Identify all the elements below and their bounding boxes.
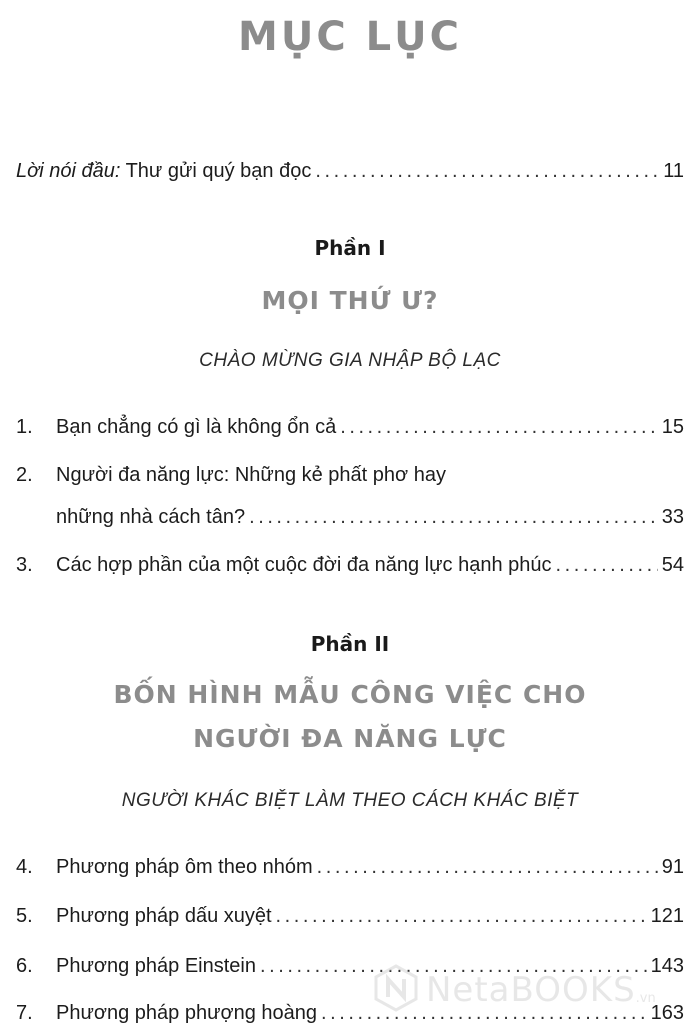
toc-entry-chapter-2[interactable] — [16, 462, 684, 488]
page-number: 15 — [661, 416, 684, 438]
part-2-label: Phần II — [310, 632, 390, 656]
toc-entry-foreword[interactable] — [16, 158, 684, 184]
dot-leader — [340, 414, 658, 440]
chapter-title: Phương pháp dấu xuyệt — [56, 905, 272, 927]
toc-entry-chapter-6[interactable] — [16, 953, 684, 979]
page-number: 121 — [650, 905, 684, 927]
foreword-label: Lời nói đầu: — [16, 160, 121, 182]
part-1-title: MỌI THỨ Ư? — [261, 286, 439, 315]
chapter-number: 1. — [16, 416, 33, 438]
foreword-title: Thư gửi quý bạn đọc — [120, 160, 312, 182]
part-2-subtitle: NGƯỜI KHÁC BIỆT LÀM THEO CÁCH KHÁC BIỆT — [121, 790, 579, 811]
part-1-label: Phần I — [314, 236, 386, 260]
part-2-title-line-1: BỐN HÌNH MẪU CÔNG VIỆC CHO — [113, 680, 587, 709]
chapter-title-line-1: Người đa năng lực: Những kẻ phất phơ hay — [56, 464, 446, 486]
chapter-number: 4. — [16, 856, 33, 878]
page-number: 11 — [663, 160, 684, 182]
page-number: 54 — [661, 554, 684, 576]
toc-entry-chapter-4[interactable] — [16, 854, 684, 880]
part-2-title-line-2: NGƯỜI ĐA NĂNG LỰC — [193, 724, 507, 753]
dot-leader — [315, 158, 659, 184]
page-number: 33 — [661, 506, 684, 528]
page-number: 163 — [650, 1002, 684, 1024]
toc-entry-chapter-3[interactable] — [16, 552, 684, 578]
chapter-number: 2. — [16, 464, 33, 486]
toc-entry-chapter-1[interactable] — [16, 414, 684, 440]
chapter-title: Phương pháp Einstein — [56, 955, 256, 977]
chapter-number: 7. — [16, 1002, 33, 1024]
dot-leader — [321, 1000, 647, 1026]
dot-leader — [276, 903, 647, 929]
chapter-number: 6. — [16, 955, 33, 977]
page-number: 143 — [650, 955, 684, 977]
toc-entry-chapter-5[interactable] — [16, 903, 684, 929]
part-1-subtitle: CHÀO MỪNG GIA NHẬP BỘ LẠC — [199, 350, 501, 371]
chapter-title: Bạn chẳng có gì là không ổn cả — [56, 416, 337, 438]
page-number: 91 — [661, 856, 684, 878]
dot-leader — [260, 953, 647, 979]
chapter-title: Các hợp phần của một cuộc đời đa năng lực hạnh phúc — [56, 554, 552, 576]
watermark-brand: NetaBOOKS — [426, 970, 636, 1010]
chapter-title-line-2: những nhà cách tân? — [56, 506, 246, 528]
chapter-title: Phương pháp ôm theo nhóm — [56, 856, 313, 878]
chapter-number: 3. — [16, 554, 33, 576]
dot-leader — [249, 504, 658, 530]
chapter-number: 5. — [16, 905, 33, 927]
dot-leader — [556, 552, 658, 578]
chapter-title: Phương pháp phượng hoàng — [56, 1002, 317, 1024]
dot-leader — [317, 854, 658, 880]
watermark-suffix: .vn — [635, 991, 656, 1006]
page-title: MỤC LỤC — [238, 14, 462, 60]
toc-entry-chapter-7[interactable] — [16, 1000, 684, 1026]
toc-entry-chapter-2-cont[interactable] — [56, 504, 684, 530]
